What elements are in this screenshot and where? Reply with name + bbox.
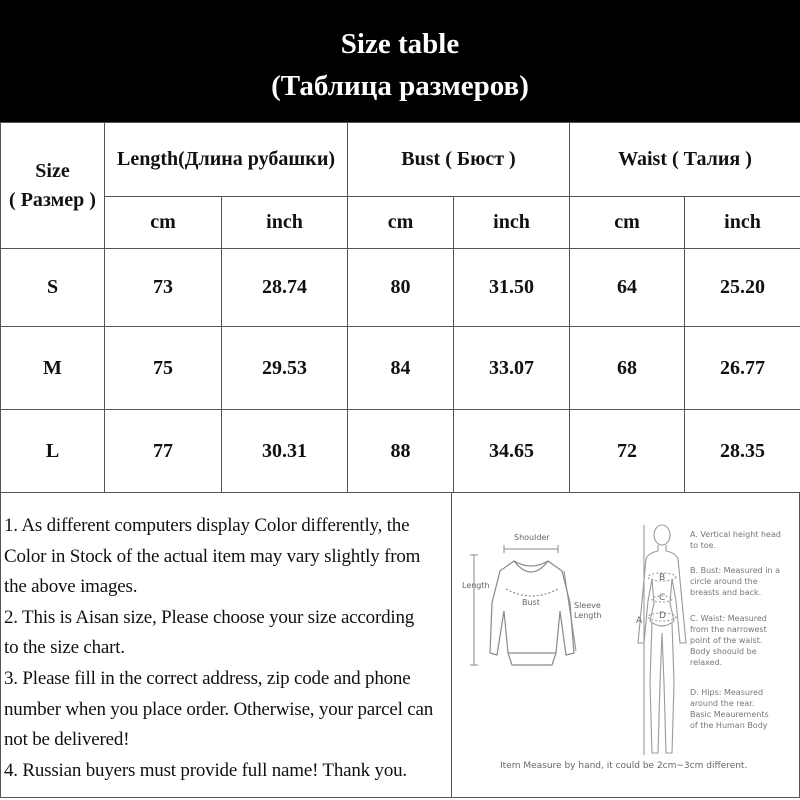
- value-cell: 88: [348, 410, 454, 493]
- page-subtitle: (Таблица размеров): [271, 70, 529, 102]
- table-row: [1, 327, 800, 410]
- note-line: 2. This is Aisan size, Please choose your size according: [4, 606, 415, 628]
- note-line: 1. As different computers display Color differently, the: [4, 515, 410, 536]
- page-title: Size table: [340, 28, 460, 60]
- bust-label: Bust: [522, 598, 540, 607]
- unit-header: cm: [348, 197, 454, 249]
- value-cell: 25.20: [685, 249, 800, 327]
- table-row: [1, 410, 800, 493]
- value-cell: 75: [105, 327, 222, 410]
- value-cell: 29.53: [222, 327, 348, 410]
- value-cell: 33.07: [454, 327, 570, 410]
- letter-c: C: [659, 593, 666, 603]
- note-line: to the size chart.: [4, 637, 125, 659]
- size-header-label-ru: ( Размер ): [9, 188, 96, 211]
- measurement-diagram: [452, 492, 800, 798]
- measurement-footnote: Item Measure by hand, it could be 2cm~3cm different.: [500, 761, 748, 771]
- length-label: Length: [462, 581, 490, 590]
- table-row: [1, 249, 800, 327]
- note-line: Color in Stock of the actual item may vary slightly from: [4, 545, 421, 567]
- value-cell: 34.65: [454, 410, 570, 493]
- waist-group-header: Waist ( Талия ): [570, 123, 800, 197]
- sleeve-length-label: Sleeve Length: [574, 601, 602, 620]
- note-line: 4. Russian buyers must provide full name! Thank you.: [4, 759, 407, 781]
- table-unit-row: [1, 197, 800, 249]
- value-cell: 64: [570, 249, 685, 327]
- bust-group-header: Bust ( Бюст ): [348, 123, 570, 197]
- letter-a: A: [636, 616, 643, 626]
- bottom-section: [0, 492, 800, 800]
- value-cell: 68: [570, 327, 685, 410]
- size-cell: M: [1, 327, 105, 410]
- table-header-row: [1, 123, 800, 197]
- value-cell: 26.77: [685, 327, 800, 410]
- unit-header: inch: [454, 197, 570, 249]
- header-banner: [0, 0, 800, 122]
- note-b: B. Bust: Measured in a circle around the breasts and back.: [690, 566, 781, 597]
- size-cell: L: [1, 410, 105, 493]
- letter-d: D: [659, 611, 666, 621]
- letter-b: B: [659, 573, 666, 583]
- size-column-header: [1, 123, 105, 249]
- size-header-label: Size: [35, 159, 70, 182]
- note-a: A. Vertical height head to toe.: [690, 530, 781, 550]
- value-cell: 73: [105, 249, 222, 327]
- notes-box: [0, 492, 452, 798]
- length-group-header: Length(Длина рубашки): [105, 123, 348, 197]
- value-cell: 84: [348, 327, 454, 410]
- unit-header: cm: [105, 197, 222, 249]
- note-line: not be delivered!: [4, 729, 130, 751]
- note-line: 3. Please fill in the correct address, zip code and phone: [4, 667, 411, 689]
- shoulder-label: Shoulder: [514, 533, 550, 542]
- size-cell: S: [1, 249, 105, 327]
- value-cell: 30.31: [222, 410, 348, 493]
- unit-header: inch: [222, 197, 348, 249]
- size-table: [0, 122, 800, 493]
- unit-header: cm: [570, 197, 685, 249]
- note-line: number when you place order. Otherwise, your parcel can: [4, 698, 433, 720]
- shirt-icon: [490, 561, 574, 665]
- note-line: the above images.: [4, 576, 138, 598]
- note-c: C. Waist: Measured from the narrowest point of the waist. Body shoould be relaxed.: [690, 614, 767, 667]
- value-cell: 31.50: [454, 249, 570, 327]
- value-cell: 28.35: [685, 410, 800, 493]
- unit-header: inch: [685, 197, 800, 249]
- value-cell: 72: [570, 410, 685, 493]
- body-figure-icon: [638, 525, 686, 755]
- note-d: D. Hips: Measured around the rear. Basic Meaurements of the Human Body: [690, 688, 769, 730]
- value-cell: 28.74: [222, 249, 348, 327]
- value-cell: 80: [348, 249, 454, 327]
- value-cell: 77: [105, 410, 222, 493]
